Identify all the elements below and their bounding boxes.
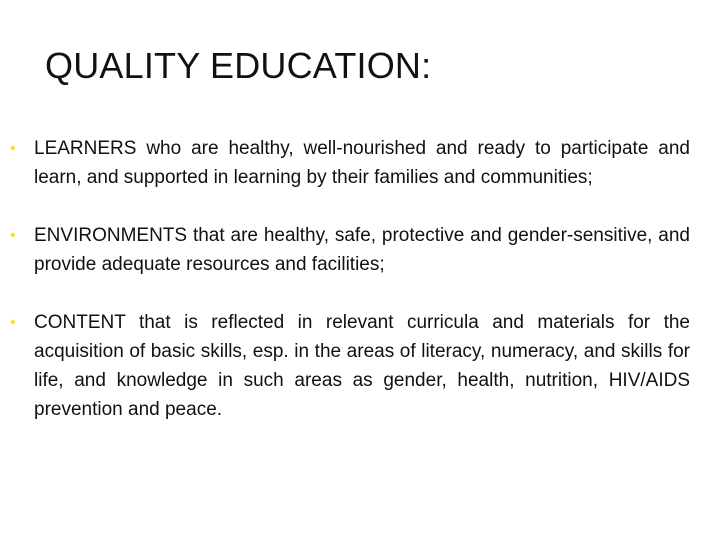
slide-title: QUALITY EDUCATION: [45,45,432,86]
bullet-dot-icon: • [10,227,16,244]
bullet-text: ENVIRONMENTS that are healthy, safe, protective and gender-sensitive, and provide adequate resources and facilities; [34,225,690,275]
bullet-dot-icon: • [10,314,16,331]
bullet-dot-icon: • [10,140,16,157]
bullet-item-learners [10,134,690,192]
bullet-item-environments [10,221,690,279]
bullet-text: LEARNERS who are healthy, well-nourished and ready to participate and learn, and supported in learning by their families and communities; [34,138,690,188]
bullet-text: CONTENT that is reflected in relevant curricula and materials for the acquisition of basic skills, esp. in the areas of literacy, numeracy, and skills for life, and knowledge in such areas as gender, health, nutrition, HIV/AIDS prevention and peace. [34,312,690,420]
bullet-item-content [10,308,690,424]
bullet-list [10,134,690,424]
